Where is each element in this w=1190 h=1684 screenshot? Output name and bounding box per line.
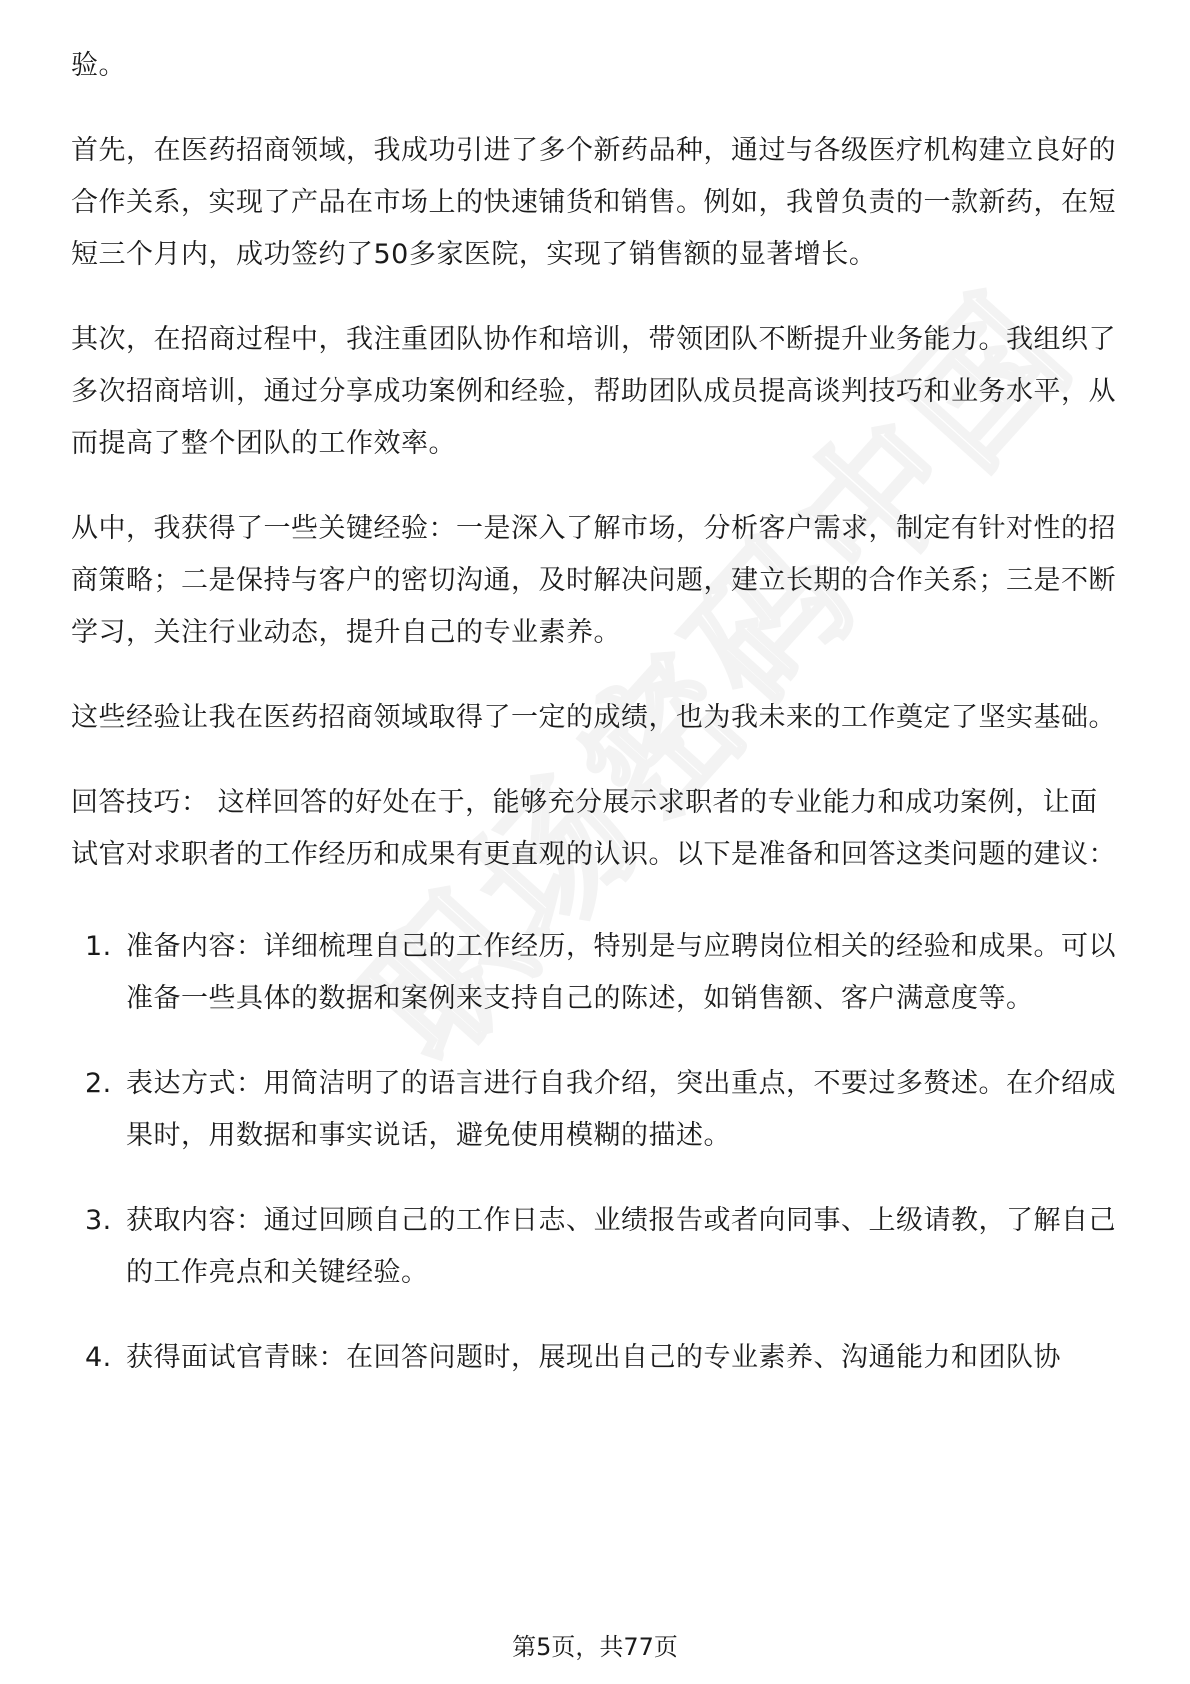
list-number: 1. bbox=[85, 931, 112, 962]
list-number: 2. bbox=[85, 1068, 112, 1099]
paragraph-teamwork: 其次，在招商过程中，我注重团队协作和培训，带领团队不断提升业务能力。我组织了多次招商培训，通过分享成功案例和经验，帮助团队成员提高谈判技巧和业务水平，从而提高了整个团队的工作效率。 bbox=[71, 324, 1116, 459]
list-item-text: 获取内容：通过回顾自己的工作日志、业绩报告或者向同事、上级请教，了解自己的工作亮点和关键经验。 bbox=[126, 1205, 1116, 1288]
list-number: 4. bbox=[85, 1342, 112, 1373]
paragraph-answer-tips: 回答技巧： 这样回答的好处在于，能够充分展示求职者的专业能力和成功案例，让面试官对求职者的工作经历和成果有更直观的认识。以下是准备和回答这类问题的建议： bbox=[71, 787, 1116, 870]
paragraph-continuation: 验。 bbox=[71, 50, 126, 81]
list-item bbox=[71, 1195, 1121, 1299]
tips-list bbox=[71, 921, 1121, 1384]
list-item bbox=[71, 1332, 1121, 1384]
list-item bbox=[71, 1058, 1121, 1162]
paragraph-key-experience: 从中，我获得了一些关键经验：一是深入了解市场，分析客户需求，制定有针对性的招商策略；二是保持与客户的密切沟通，及时解决问题，建立长期的合作关系；三是不断学习，关注行业动态，提升自己的专业素养。 bbox=[71, 513, 1116, 648]
paragraph-achievements: 首先，在医药招商领域，我成功引进了多个新药品种，通过与各级医疗机构建立良好的合作关系，实现了产品在市场上的快速铺货和销售。例如，我曾负责的一款新药，在短短三个月内，成功签约了50多家医院，实现了销售额的显著增长。 bbox=[71, 135, 1116, 270]
document-body bbox=[71, 40, 1121, 1417]
list-item bbox=[71, 921, 1121, 1025]
list-item-text: 获得面试官青睐：在回答问题时，展现出自己的专业素养、沟通能力和团队协 bbox=[126, 1342, 1061, 1373]
list-item-text: 表达方式：用简洁明了的语言进行自我介绍，突出重点，不要过多赘述。在介绍成果时，用数据和事实说话，避免使用模糊的描述。 bbox=[126, 1068, 1116, 1151]
paragraph-conclusion: 这些经验让我在医药招商领域取得了一定的成绩，也为我未来的工作奠定了坚实基础。 bbox=[71, 702, 1116, 733]
list-item-text: 准备内容：详细梳理自己的工作经历，特别是与应聘岗位相关的经验和成果。可以准备一些具体的数据和案例来支持自己的陈述，如销售额、客户满意度等。 bbox=[126, 931, 1116, 1014]
page-footer: 第5页，共77页 bbox=[512, 1633, 678, 1661]
list-number: 3. bbox=[85, 1205, 112, 1236]
